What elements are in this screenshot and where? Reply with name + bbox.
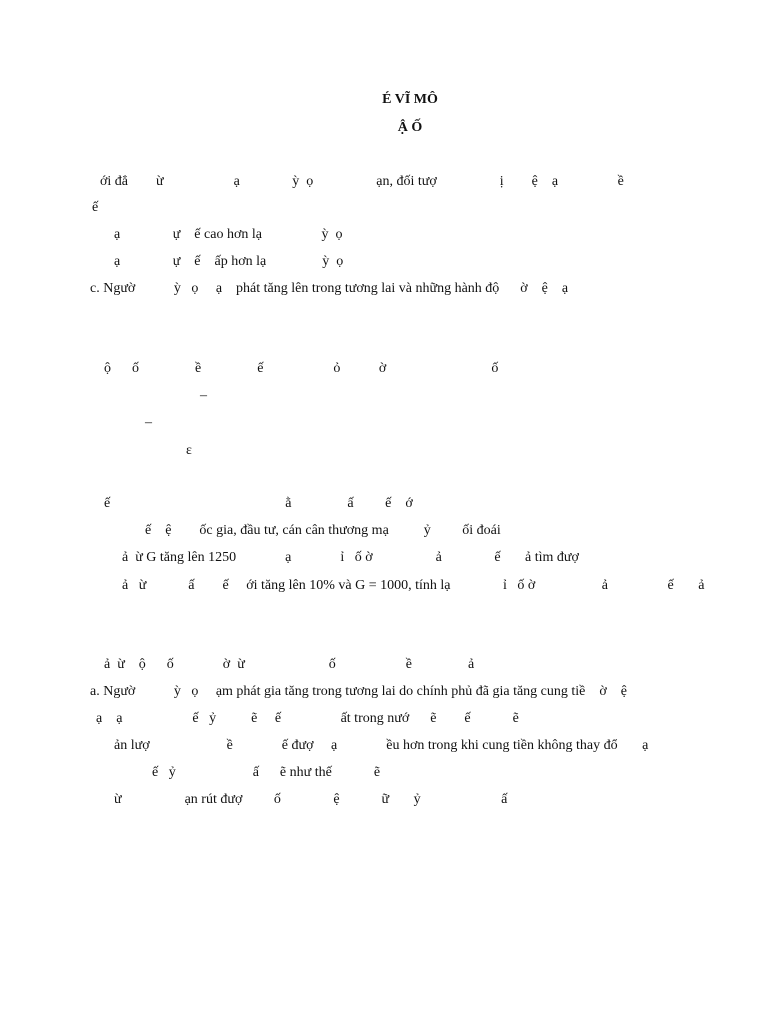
section-2-line-4: ε <box>186 443 192 458</box>
section-2-line-2: – <box>200 388 207 403</box>
section-4-line-3: ạ ạ ế ỷ ẽ ế ất trong nướ ẽ ế ẽ <box>96 711 519 726</box>
option-a: ạ ự ế cao hơn lạ ỳ ọ <box>114 227 343 242</box>
page-subtitle: Ậ Ố <box>397 120 423 135</box>
section-4-line-2: a. Ngườ ỳ ọ ạm phát gia tăng trong tương lai do chính phủ đã gia tăng cung tiề ờ ệ <box>90 684 628 699</box>
section-2-line-1: ộ ố ề ế ỏ ờ ố <box>104 361 499 376</box>
section-3-line-4: ả ừ ấ ế ới tăng lên 10% và G = 1000, tính lạ ỉ ố ờ ả ế ả <box>122 578 705 593</box>
page-title: É VĨ MÔ <box>382 92 438 107</box>
question-1-continued: ế <box>92 200 99 215</box>
section-3-line-3: ả ừ G tăng lên 1250 ạ ỉ ố ờ ả ế ả tìm đượ <box>122 550 579 565</box>
section-3-line-2: ế ệ ốc gia, đầu tư, cán cân thương mạ ỷ ối đoái <box>145 523 501 538</box>
option-c: c. Ngườ ỳ ọ ạ phát tăng lên trong tương lai và những hành độ ờ ệ ạ <box>90 281 569 296</box>
option-b: ạ ự ế ấp hơn lạ ỳ ọ <box>114 254 344 269</box>
section-3-line-1: ế ằ ấ ế ớ <box>104 496 413 511</box>
section-2-line-3: – <box>145 415 152 430</box>
question-1-text: ới đẳ ừ ạ ỳ ọ ạn, đối tượ ị ệ ạ ề <box>100 174 624 189</box>
section-4-line-5: ế ỷ ấ ẽ như thế ẽ <box>152 765 381 780</box>
section-4-line-6: ừ ạn rút đượ ố ệ ữ ỷ ấ <box>114 792 508 807</box>
section-4-line-4: ản lượ ề ế đượ ạ ều hơn trong khi cung tiền không thay đổ ạ <box>114 738 649 753</box>
section-4-line-1: ả ừ ộ ố ờ ừ ố ề ả <box>104 657 475 672</box>
